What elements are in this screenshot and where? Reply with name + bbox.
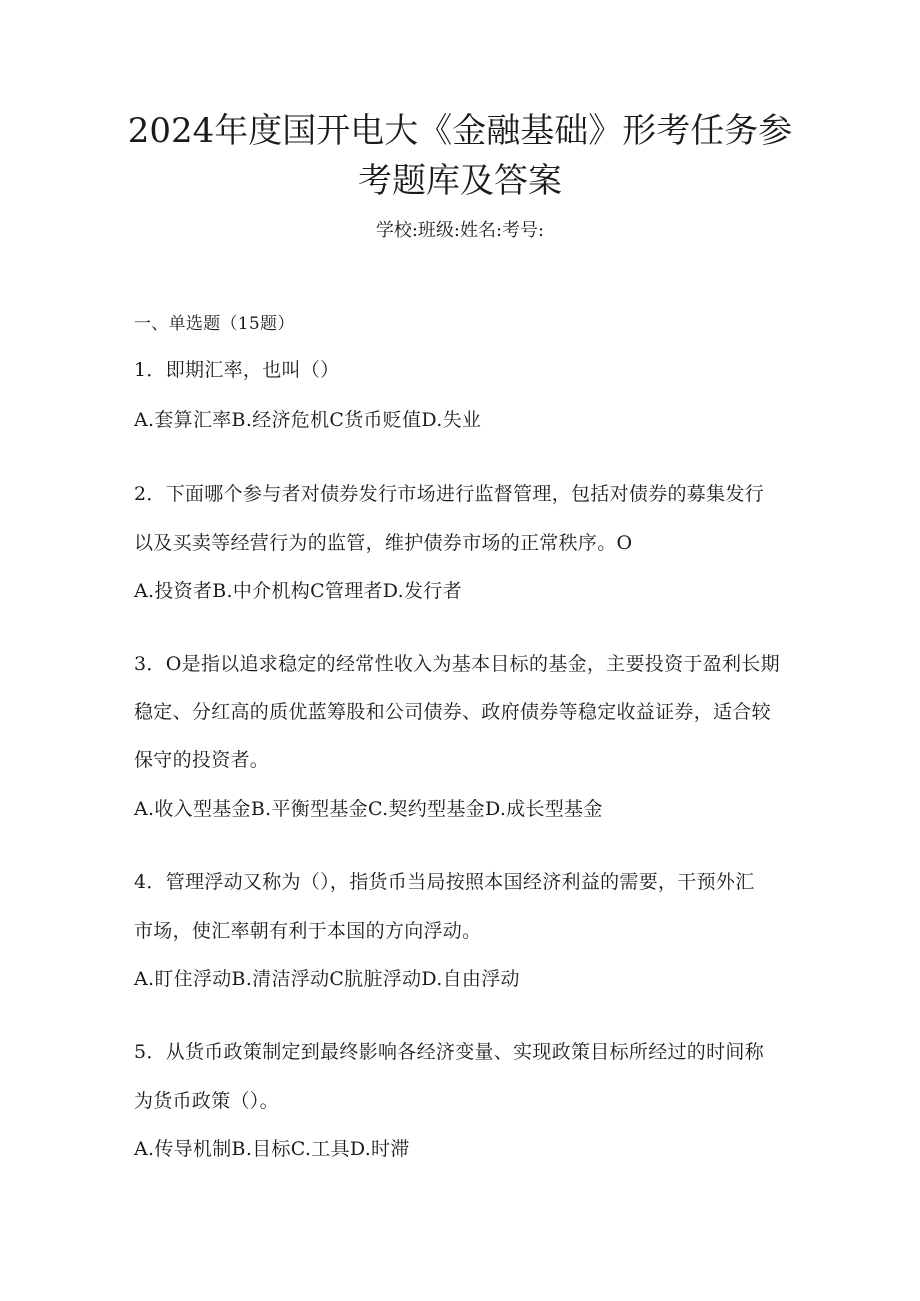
question-3-options: A.收入型基金B.平衡型基金C.契约型基金D.成长型基金 — [134, 798, 603, 820]
question-1-options: A.套算汇率B.经济危机C货币贬值D.失业 — [134, 409, 482, 431]
question-5-stem-line-2: 为货币政策（）。 — [134, 1090, 279, 1112]
question-1-stem: 1．即期汇率，也叫（） — [134, 359, 340, 381]
question-4-stem-line-1: 4．管理浮动又称为（），指货币当局按照本国经济利益的需要，干预外汇 — [134, 871, 755, 893]
question-5-stem-line-1: 5．从货币政策制定到最终影响各经济变量、实现政策目标所经过的时间称 — [134, 1041, 764, 1063]
student-info-line: 学校:班级:姓名:考号: — [375, 220, 545, 241]
question-4-stem-line-2: 市场，使汇率朝有利于本国的方向浮动。 — [134, 920, 482, 942]
document-title-line-1: 2024年度国开电大《金融基础》形考任务参 — [127, 111, 793, 151]
document-title-line-2: 考题库及答案 — [358, 161, 562, 201]
section-heading: 一、单选题（15题） — [134, 314, 295, 334]
question-3-stem-line-2: 稳定、分红高的质优蓝筹股和公司债券、政府债券等稳定收益证券，适合较 — [134, 701, 771, 723]
question-2-options: A.投资者B.中介机构C管理者D.发行者 — [134, 580, 462, 602]
question-3-stem-line-1: 3．O是指以追求稳定的经常性收入为基本目标的基金，主要投资于盈利长期 — [134, 653, 780, 675]
question-2-stem-line-1: 2．下面哪个参与者对债券发行市场进行监督管理，包括对债券的募集发行 — [134, 483, 764, 505]
question-4-options: A.盯住浮动B.清洁浮动C肮脏浮动D.自由浮动 — [134, 968, 520, 990]
question-5-options: A.传导机制B.目标C.工具D.时滞 — [134, 1138, 410, 1160]
question-3-stem-line-3: 保守的投资者。 — [134, 749, 270, 771]
question-2-stem-line-2: 以及买卖等经营行为的监管，维护债券市场的正常秩序。O — [134, 532, 633, 554]
